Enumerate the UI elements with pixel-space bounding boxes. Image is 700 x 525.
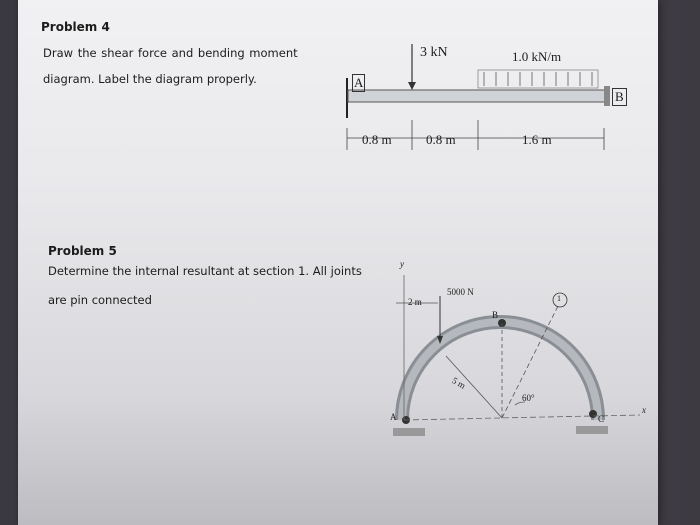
distance-label: 2 m: [408, 297, 422, 307]
problem5-heading: Problem 5: [48, 244, 117, 258]
support-b-label: B: [612, 88, 627, 106]
pin-c: [589, 410, 597, 418]
arch: [402, 322, 598, 420]
problem5-line1: Determine the internal resultant at section 1. All joints: [48, 264, 362, 278]
y-axis-label: y: [400, 259, 404, 269]
problem5-line2: are pin connected: [48, 293, 152, 307]
distributed-load-arrows: [484, 72, 592, 86]
dimension-3: 1.6 m: [522, 132, 552, 147]
problem4-heading: Problem 4: [41, 20, 110, 34]
distributed-load-label: 1.0 kN/m: [512, 49, 562, 64]
support-a-label: A: [354, 75, 364, 90]
radius-label: 5 m: [450, 375, 468, 391]
point-c-label: C: [598, 414, 605, 424]
dimension-1: 0.8 m: [362, 132, 392, 147]
problem4-line1: Draw the shear force and bending moment: [43, 46, 298, 60]
support-b: [604, 86, 610, 106]
section-label: 1: [557, 294, 561, 303]
dimension-2: 0.8 m: [426, 132, 456, 147]
problem4-line2: diagram. Label the diagram properly.: [43, 72, 257, 86]
x-axis-label: x: [642, 405, 646, 415]
point-a-label: A: [390, 412, 397, 422]
ground-a: [393, 428, 425, 436]
beam: [348, 90, 606, 102]
point-load-arrowhead: [408, 82, 416, 90]
point-load-label: 3 kN: [420, 45, 448, 60]
point-b-label: B: [492, 310, 499, 320]
force-label: 5000 N: [447, 287, 474, 297]
angle-label: 60°: [522, 393, 535, 403]
radius-line: [446, 356, 502, 418]
ground-c: [576, 426, 608, 434]
arch-inner: [402, 322, 598, 420]
